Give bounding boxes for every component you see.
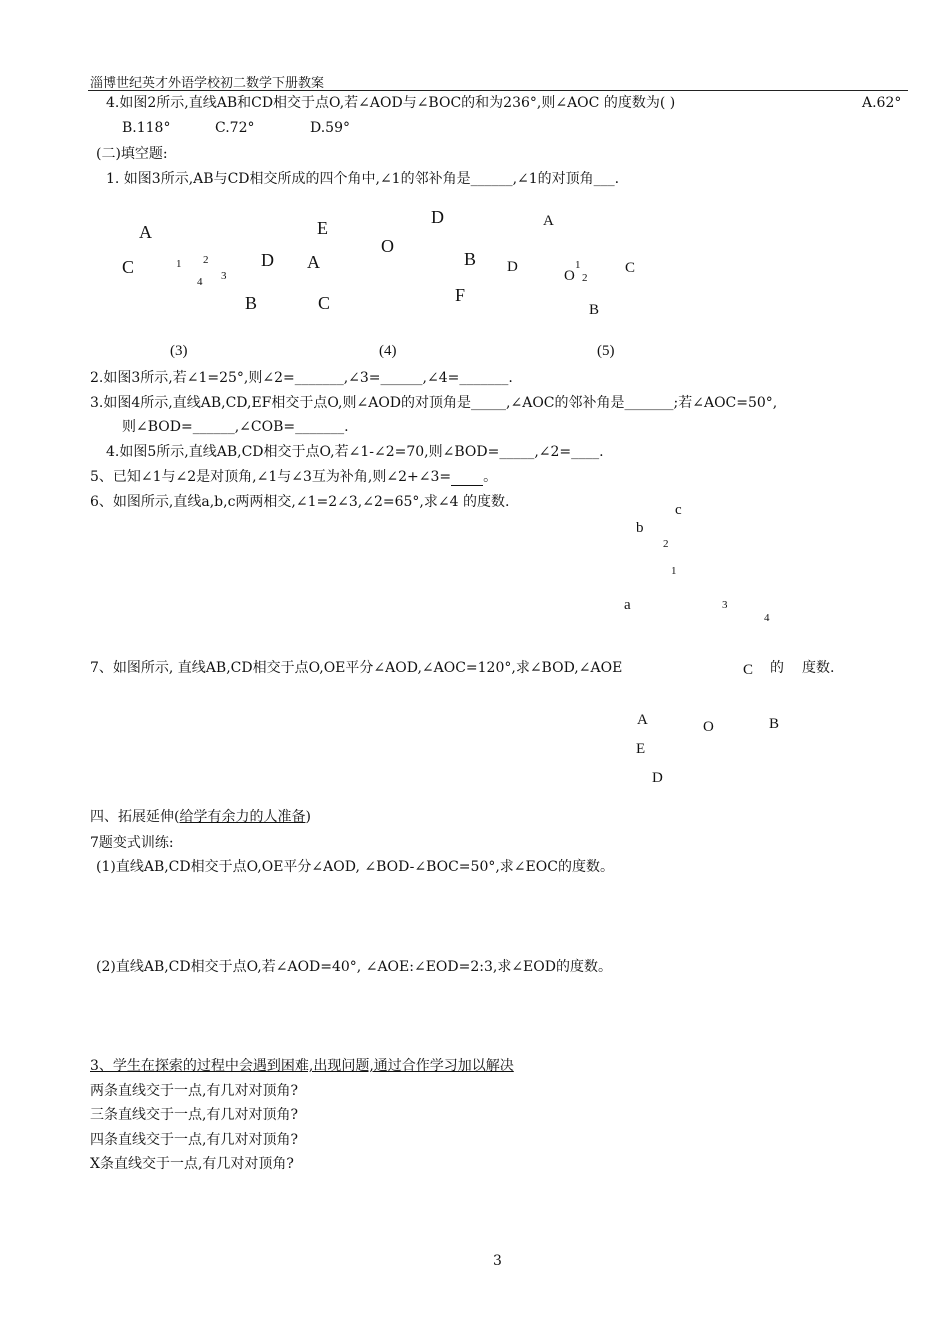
fig4-label-a: A	[307, 252, 320, 272]
fig5-label-o: O	[564, 268, 575, 284]
fill-question-5-end: 。	[483, 469, 498, 485]
fig3-angle-4: 4	[197, 276, 203, 288]
fig4-label-d: D	[431, 207, 444, 227]
section-fill-title: (二)填空题:	[96, 146, 168, 162]
variant-problem-1: (1)直线AB,CD相交于点O,OE平分∠AOD, ∠BOD-∠BOC=50°,求∠EOC的度数。	[96, 859, 614, 875]
section-3-question-4: X条直线交于一点,有几对对顶角?	[90, 1156, 294, 1172]
fig3-angle-3: 3	[221, 270, 227, 282]
fig5-angle-2: 2	[582, 272, 588, 284]
section-3-question-3: 四条直线交于一点,有几对对顶角?	[90, 1132, 298, 1148]
page-header-title: 淄博世纪英才外语学校初二数学下册教案	[90, 76, 325, 91]
fig6-label-c: c	[675, 502, 682, 518]
fig4-label-e: E	[317, 218, 328, 238]
fig3-label-a: A	[139, 222, 152, 242]
fig7-label-b: B	[769, 716, 780, 732]
fill-question-4: 4.如图5所示,直线AB,CD相交于点O,若∠1-∠2=70,则∠BOD=_____,∠2=____.	[106, 444, 604, 460]
fig5-label-d: D	[507, 259, 518, 275]
fig6-label-b: b	[636, 520, 644, 536]
fig7-label-d: D	[652, 770, 663, 786]
fig3-label-c: C	[122, 257, 135, 277]
fig5-caption: (5)	[597, 343, 615, 359]
fill-question-3-line2: 则∠BOD=______,∠COB=_______.	[122, 419, 349, 435]
fig3-caption: (3)	[170, 343, 188, 359]
section-3-title: 3、学生在探索的过程中会遇到困难,出现问题,通过合作学习加以解决	[90, 1058, 514, 1074]
fig4-label-c: C	[318, 293, 331, 313]
page-number: 3	[493, 1253, 502, 1269]
fig6-angle-2: 2	[663, 538, 669, 550]
fig5-label-c: C	[625, 260, 636, 276]
fill-question-5	[90, 468, 497, 486]
fig4-label-o: O	[381, 236, 394, 256]
section-4-title-end: )	[305, 809, 311, 825]
fill-question-1: 1. 如图3所示,AB与CD相交所成的四个角中,∠1的邻补角是______,∠1的对顶角___.	[106, 171, 620, 187]
fig7-label-e: E	[636, 741, 646, 757]
problem-7: 7、如图所示, 直线AB,CD相交于点O,OE平分∠AOD,∠AOC=120°,求∠BOD,∠AOE	[90, 660, 623, 676]
fig6-angle-4: 4	[764, 612, 770, 624]
section-4-title	[90, 808, 311, 826]
variant-title: 7题变式训练:	[90, 835, 174, 851]
problem-6: 6、如图所示,直线a,b,c两两相交,∠1=2∠3,∠2=65°,求∠4 的度数.	[90, 494, 510, 510]
section-3-question-2: 三条直线交于一点,有几对对顶角?	[90, 1107, 298, 1123]
fig5-label-a: A	[543, 213, 554, 229]
fill-question-3-line1: 3.如图4所示,直线AB,CD,EF相交于点O,则∠AOD的对顶角是_____,∠AOC的邻补角是_______;若∠AOC=50°,	[90, 395, 778, 411]
q4-option-d: D.59°	[310, 120, 350, 136]
q4-stem: 4.如图2所示,直线AB和CD相交于点O,若∠AOD与∠BOC的和为236°,则∠AOC 的度数为( )	[106, 95, 676, 111]
fig7-label-c: C	[743, 662, 754, 678]
section-3-question-1: 两条直线交于一点,有几对对顶角?	[90, 1083, 298, 1099]
section-4-title-underlined: 给学有余力的人准备	[179, 809, 306, 825]
fig6-angle-3: 3	[722, 599, 728, 611]
fill-question-5-text: 5、已知∠1与∠2是对顶角,∠1与∠3互为补角,则∠2+∠3=	[90, 469, 452, 485]
q4-option-b: B.118°	[122, 120, 171, 136]
q4-option-c: C.72°	[215, 120, 255, 136]
fig7-label-a: A	[637, 712, 648, 728]
fig5-angle-1: 1	[575, 259, 581, 271]
fig7-label-o: O	[703, 719, 714, 735]
fig4-label-b: B	[464, 249, 477, 269]
fig3-angle-1: 1	[176, 258, 182, 270]
problem-7-tail-1: 的	[770, 660, 784, 676]
fig3-angle-2: 2	[203, 254, 209, 266]
variant-problem-2: (2)直线AB,CD相交于点O,若∠AOD=40°, ∠AOE:∠EOD=2:3,求∠EOD的度数。	[96, 959, 612, 975]
fig4-caption: (4)	[379, 343, 397, 359]
section-4-title-text: 四、拓展延伸(	[90, 809, 180, 825]
fig5-label-b: B	[589, 302, 600, 318]
fig6-label-a: a	[624, 597, 631, 613]
header-rule	[88, 90, 908, 91]
fill-question-5-blank	[451, 471, 483, 486]
problem-7-tail-2: 度数.	[802, 660, 835, 676]
fig3-label-b: B	[245, 293, 258, 313]
fig3-label-d: D	[261, 250, 274, 270]
q4-option-a: A.62°	[862, 95, 902, 111]
fig6-angle-1: 1	[671, 565, 677, 577]
fig4-label-f: F	[455, 285, 466, 305]
fill-question-2: 2.如图3所示,若∠1=25°,则∠2=_______,∠3=______,∠4=_______.	[90, 370, 513, 386]
